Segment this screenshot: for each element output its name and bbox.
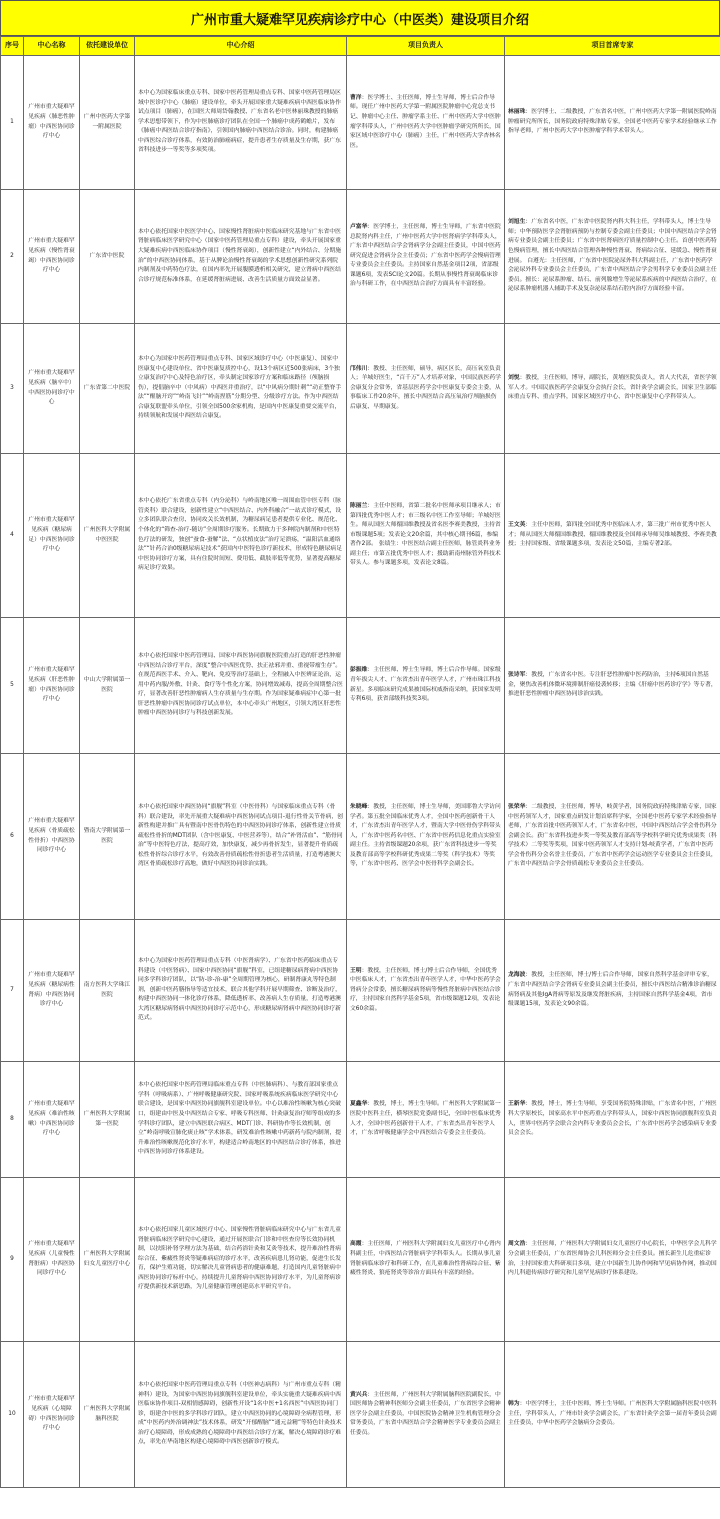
center-name: 广州市重大疑难罕见疾病（难治性咳嗽）中西医协同诊疗中心 — [24, 1062, 80, 1178]
project-lead-text: ：教授、主任医师，硕导，病区区长，高压氧室负责人；羊城好医生，“百千万”人才培养对象，中国民族医药学会康复分会常务，省基层医药学会中医康复专委会主委，从事临床工作20余年，擅长中西医结合高压氧治疗颅脑损伤后康复、早期康复。 — [350, 365, 501, 410]
project-lead-text: ：教授，主任医师，博士生导师，美国耶鲁大学访问学者。第五批全国临床优秀人才，全国中医药创新骨干人才，广东省杰出青年医学人才，暨南大学中医骨伤学科带头人，广东省中医药名中医、广东省中医药信息化重点实验室副主任。主持省级课题20余项，获广东省科技进步一等奖及教育部高等学校科研优秀成果二等奖（科学技术）等奖等，广东省中医药、医学会中医骨科学会副会长。 — [350, 803, 501, 868]
chief-expert-text: ：中医学博士，主任中医师，博士生导师。广州医科大学附属脑科医院中医科主任，学科带头人，广州市针灸学会副会长，广东省针灸学会第一届青年委员会副主任委员，中华中医药学会脑病分会委员。 — [508, 1401, 717, 1427]
project-lead-text: ：主任中医师，省第二批名中医师承项目继承人；市第四批优秀中医人才；市三级名中医工作室导师；羊城好医生。师从国医大师禤国维教授及省名医李赛美教授，主持省市级课题5项；发表论文20余篇，其中核心期刊6篇，参编著作2部。 张绩生：中医医结合副主任医师，脉管炎科业务副主任；市第五批优秀中医人才；援助新南州脉管外科技术带头人。参与课题多项，发表论文8篇。 — [350, 502, 501, 567]
chief-expert-name: 龙海波 — [508, 972, 526, 979]
table-row — [1, 618, 720, 754]
row-number: 1 — [1, 56, 24, 190]
host-unit: 广州医科大学附属第一医院 — [80, 1062, 135, 1178]
center-name: 广州市重大疑难罕见疾病（骨质疏松性骨折）中西医协同诊疗中心 — [24, 754, 80, 920]
header-expert: 项目首席专家 — [505, 37, 720, 56]
chief-expert — [505, 190, 720, 324]
project-lead-text: ：医学博士，主任医师，博士生导师，广东省中医院总院肾内科主任，广州中医药大学中医肾病学学科带头人，广东省中西医结合学会肾病学分会副主任委员，中国中医药研究促进会肾病分会主任委员；广东省中医药学会慢病管理专业委员会主任委员。主持国家自然基金项目2项，省部级课题6项，发表SCI论文20篇。长期从事慢性肾衰竭临床诊治与科研工作，在中西医结合治疗方面具有丰富经验。 — [350, 223, 501, 288]
project-lead-name: 曹洋 — [350, 94, 362, 101]
center-name: 广州市重大疑难罕见疾病（糖尿病足）中西医协同诊疗中心 — [24, 454, 80, 618]
chief-expert-name: 刘悦 — [508, 375, 520, 382]
chief-expert-text: ：教授，主任医师，博导，副院长，黄埔医院负责人，省人大代表，省医学领军人才。中国民族医药学会康复分会执行会长，省针灸学会副会长，国家卫生部临床重点专科、重点学科，国家区域医疗中心、省中医康复中心学科带头人。 — [508, 375, 717, 401]
center-intro: 本中心依托国家中西医协同“旗舰”科室（中医骨科）与国家临床重点专科（骨科）联合建设，率先开展重大疑难病中西医协同试点项目-退行性骨关节骨病，创新性构建并推广具有暨南中医骨伤特色的中西医协同诊疗体系，创新性建立骨质疏松性骨折的MDT团队（含中医康复、中医营养等），结合“补肾活血”、“筋骨同治”等中医特色疗法，提高疗效，加快康复，减少再骨折发生，显著提升骨质疏松性骨折综合诊疗水平，有效改善骨质疏松性骨折患者生活质量，打造粤港澳大湾区骨质疏松诊疗高地，做好中西医协同诊治实践。 — [135, 754, 347, 920]
project-lead-name: 高霞 — [350, 1241, 362, 1248]
chief-expert — [505, 56, 720, 190]
row-number: 5 — [1, 618, 24, 754]
chief-expert-name: 韩为 — [508, 1401, 520, 1408]
project-lead — [347, 56, 505, 190]
project-lead — [347, 920, 505, 1062]
project-lead — [347, 454, 505, 618]
center-intro: 本中心依托国家中医药管理局、国家中西医协同旗舰医院重点打造的肝恶性肿瘤中西医结合诊疗平台，深度“整合中西医优势、扶正祛邪并重、重视带瘤生存”。在规范西医手术、介入、靶向、免疫等治疗基础上，全程融入中医辨证论治，运用中药内服/外敷、针灸、食疗等个性化方案，协同增效减毒，提高全周期整合医疗，显著改善肝恶性肿瘤病人生存质量与生存期。作为国家疑难病症中心第一批肝恶性肿瘤中西医协同诊疗试点单位，本中心牵头广州地区，引领大湾区肝恶性肿瘤中西医协同诊疗与科技创新发展。 — [135, 618, 347, 754]
header-unit: 依托建设单位 — [80, 37, 135, 56]
center-name: 广州市重大疑难罕见疾病（慢性肾衰竭）中西医协同诊疗中心 — [24, 190, 80, 324]
host-unit: 中山大学附属第一医院 — [80, 618, 135, 754]
center-intro: 本中心为国家临床重点专科、国家中医药管理局重点专科、国家中医药管理局区域中医诊疗中心（肺癌）建设单位，牵头开展国家重大疑难疾病中西医临床协作试点项目（肺癌），在国医大师周岱翰教授、广东省名老中医林丽珠教授的肺癌学术思想带领下，作为中医肺癌诊疗团队在全国一个肺癌中成药鹤蟾片，发布《肺癌中西医结合诊疗指南》，引领国内肺癌中西医结合诊治。同时，构建肺癌中西医综合诊疗体系，有效防治肺癌病症，提升患者生存质量及生存期，获广东省科技进步一等奖等多项奖项。 — [135, 56, 347, 190]
center-intro: 本中心依托国家中医药管理局临床重点专科（中医肺病科）、与教育部国家重点学科（呼吸病系）、广州呼吸健康研究院、国家呼吸系统疾病临床医学研究中心联合建设，是国家中西医协同旗舰科室建设单位。中心以难治性咳嗽为核心突破口，组建由中医及中西医结合专家、呼吸专科医师、针灸康复治疗师等组成的多学科诊疗团队，建立中西医联合病区、MDT门诊、科研协作等长效机制，创立“岭南呼吸宣肺化痰止咳”学术体系，研发难治性咳嗽中药新药与院内制剂，提升难治性咳嗽规范化诊疗水平，构建适合岭南地区的中西医结合诊疗体系，推进中西医协同诊疗体系建设。 — [135, 1062, 347, 1178]
chief-expert — [505, 1178, 720, 1342]
chief-expert — [505, 454, 720, 618]
chief-expert-name: 刘旭生 — [508, 219, 526, 226]
row-number: 10 — [1, 1342, 24, 1488]
center-intro: 本中心为国家中医药管理局重点专科、国家区域诊疗中心（中医康复）、国家中医康复中心建设单位、省中医康复质控中心，设13个病区近500张病床，3个独立康复治疗中心及特色治疗区，牵头制定国家诊疗方案和临床路径（颅脑损伤），提倡脑卒中（中风病）中西医并重治疗，以“中风病分期针刺”“动正整脊手法”“醒脑开窍”“岭南飞针”“岭南捏筋”分期分型、分级诊疗方法。作为中西医结合康复联盟牵头单位，引领全国500余家机构，是国内中医康复重要交流平台，持续领航和发展中西医结合康复。 — [135, 324, 347, 454]
project-lead-name: 卢富华 — [350, 223, 368, 230]
chief-expert — [505, 1062, 720, 1178]
chief-expert-name: 林丽珠 — [508, 109, 526, 116]
host-unit: 南方医科大学珠江医院 — [80, 920, 135, 1062]
chief-expert-name: 王文英 — [508, 522, 526, 529]
header-center: 中心名称 — [24, 37, 80, 56]
row-number: 2 — [1, 190, 24, 324]
project-lead-text: ：教授，主任医师，博士/博士后合作导师，全国优秀中医临床人才，广东省杰出青年医学人才，中华中医药学会肾病分会常委，擅长糖尿病肾病等慢性肾脏病中西医结合诊疗，主持国家自然科学基金5项，省市级课题12项，发表论文60余篇。 — [350, 967, 501, 1012]
chief-expert-text: ：二级教授，主任医师，博导，岐黄学者，国务院政府特殊津贴专家，国家中医药领军人才，国家重点研发计划首席科学家，全国老中医药专家学术经验指导老师，广东省首批中医药领军人才，广东省名中医，中国中西医结合学会骨伤科分会副会长。获广东省科技进步奖一等奖及教育部高等学校科学研究优秀成果奖（科学技术）二等奖等奖项，国家中医药领军人才支持计划-岐黄学者，广东省中医药学会骨伤科分会名誉主任委员，广东省中医药学会运动医学专业委员会主任委员，广东省中西医结合学会骨质疏松专业委员会主任委员。 — [508, 803, 717, 868]
table-row — [1, 754, 720, 920]
chief-expert — [505, 1342, 720, 1488]
host-unit: 广东省中医院 — [80, 190, 135, 324]
chief-expert-name: 王新华 — [508, 1101, 526, 1108]
header-intro: 中心介绍 — [135, 37, 347, 56]
row-number: 3 — [1, 324, 24, 454]
header-lead: 项目负责人 — [347, 37, 505, 56]
project-lead-name: 夏鑫华 — [350, 1101, 368, 1108]
chief-expert-text: ：广东省名中医，广东省中医院肾内科大科主任，学科带头人，博士生导师；中华预防医学会肾脏病预防与控制专委会副主任委员；中国中西医结合学会肾病专业委员会副主任委员；广东省中医肾病医疗质量控制中心主任。首创中医药特色慢病管理，擅长中西医结合管理各种慢性肾衰、肾病综合征、延缓急、慢性肾衰进展。 白遵光：主任医师，广东省中医院泌尿外科大科副主任，广东省中医药学会泌尿外科专业委员会主任委员，广东省中西医结合学会男科学专业委员会副主任委员。擅长：泌尿系肿瘤、结石、前列腺增生等泌尿系疾病的中西医结合治疗，在泌尿系肿瘤机器人辅助手术及复杂泌尿系结石腔内治疗方面经验丰富。 — [508, 219, 717, 293]
chief-expert-name: 张荣华 — [508, 803, 526, 810]
project-table — [0, 36, 720, 1488]
project-lead — [347, 190, 505, 324]
center-name: 广州市重大疑难罕见疾病（儿童慢性肾脏病）中西医协同诊疗中心 — [24, 1178, 80, 1342]
chief-expert-text: ：医学博士、二级教授，广东省名中医，广州中医药大学第一附属医院岭南肿瘤研究所所长，国务院政府特殊津贴专家，全国老中医药专家学术经验继承工作指导老师，广州中医药大学中医肿瘤学科学术带头人。 — [508, 109, 717, 135]
chief-expert-text: ：主任中医师，第四批全国优秀中医临床人才，第三批广州市优秀中医人才；师从国医大师禤国维教授、禤国维教授及全国师承导师吴维城教授、李赛美教授；主持国家级、省级课题多项，发表论文50篇，主编专著2部。 — [508, 522, 717, 548]
chief-expert-name: 周文浩 — [508, 1241, 526, 1248]
header-row — [1, 37, 720, 56]
host-unit: 广州医科大学附属脑科医院 — [80, 1342, 135, 1488]
host-unit: 暨南大学附属第一医院 — [80, 754, 135, 920]
project-lead-name: 陈丽兰 — [350, 502, 368, 509]
host-unit: 广东省第二中医院 — [80, 324, 135, 454]
project-lead-text: ：教授，博士，博士生导师。广州医科大学附属第一医院中医科主任，横琴医院党委副书记，全国中医临床优秀人才，全国中医药创新骨干人才，广东省杰出青年医学人才，广东省呼吸健康学会中西医结合专委会主任委员。 — [350, 1101, 501, 1137]
host-unit: 广州医科大学附属妇女儿童医疗中心 — [80, 1178, 135, 1342]
chief-expert-text: ：主任医师，广州医科大学附属妇女儿童医疗中心院长，中华医学会儿科学分会副主任委员，广东省医师协会儿科医师分会主任委员。擅长新生儿危重症诊治，主持国家重大科研项目多项，建立中国新生儿协作网和罕见病协作网，推动国内儿科遗传病诊疗研究和儿童罕见病诊疗体系建设。 — [508, 1241, 717, 1277]
chief-expert-name: 张诗军 — [508, 672, 526, 679]
chief-expert-text: ：教授，广东省名中医。专注肝恶性肿瘤中医药防治，主持6项国自然基金，聚焦改善机体微环境抑制肝癌侵袭转移；主编《肝癌中医药诊疗学》等专著，推进肝恶性肿瘤中西医协同诊治实践。 — [508, 672, 717, 698]
chief-expert — [505, 324, 720, 454]
center-intro: 本中心依托广东省重点专科（内分泌科）与岭南地区唯一周围血管中医专科（脉管炎科）联合建设，创新性建立“中西医结合、内外科融合”一站式诊疗模式，设立多团队联合查房、协同攻关长效机制，为糖尿病足患者提供专业化、规范化、个体化的“筛查-治疗-随访”全周期诊疗服务。长期致力于多种院内制剂和中医特色疗法的研发，独创“蚕食-蚕解”法、“点状植皮法”治疗足溃疡，“温阳活血通络法”“针药合治0级糖尿病足技术”获国内中医特色诊疗新技术，形成特色糖尿病足中医协同诊疗方案，具有住院时间短、费用低、截肢率低等优势，显著提高糖尿病足诊疗效果。 — [135, 454, 347, 618]
table-row — [1, 454, 720, 618]
chief-expert — [505, 754, 720, 920]
project-lead-text: ：主任医师，广州医科大学附属妇女儿童医疗中心肾内科副主任，中西医结合肾脏病学学科带头人。长期从事儿童肾脏病临床诊疗和科研工作，在儿童难治性肾病综合征、紫癜性肾炎、狼疮肾炎等诊治方面具有丰富的经验。 — [350, 1241, 501, 1277]
table-row — [1, 1178, 720, 1342]
document-title: 广州市重大疑难罕见疾病诊疗中心（中医类）建设项目介绍 — [0, 0, 720, 36]
project-lead — [347, 618, 505, 754]
row-number: 9 — [1, 1178, 24, 1342]
project-lead — [347, 754, 505, 920]
row-number: 8 — [1, 1062, 24, 1178]
center-intro: 本中心依托国家儿童区域医疗中心、国家慢性肾脏病临床研究中心与广东省儿童肾脏病临床医学研究中心建设，通过开展医联合门诊和中医查房等长效协同机制，以扶阳补肾学理方法为基础，结合药浴针灸和艾灸等技术，提升难治性肾病综合征、紫癜性肾炎等疑难病症的诊疗水平，改善疾病患儿肾功能，促进生长发育，保护生殖功能，切实解决儿童肾病患者的健康难题，打造国内儿童肾脏病中西医协同诊疗标杆中心，持续提升儿童肾病中西医协同诊疗水平，为儿童肾病诊疗提供新技术新思路，为儿童健康管理创建高水平研究平台。 — [135, 1178, 347, 1342]
host-unit: 广州中医药大学第一附属医院 — [80, 56, 135, 190]
header-num: 序号 — [1, 37, 24, 56]
project-lead — [347, 1062, 505, 1178]
table-row — [1, 190, 720, 324]
host-unit: 广州医科大学附属中医医院 — [80, 454, 135, 618]
center-name: 广州市重大疑难罕见疾病（肺恶性肿瘤）中西医协同诊疗中心 — [24, 56, 80, 190]
table-row — [1, 324, 720, 454]
center-name: 广州市重大疑难罕见疾病（肝恶性肿瘤）中西医协同诊疗中心 — [24, 618, 80, 754]
project-lead-name: 朱晓峰 — [350, 803, 368, 810]
center-intro: 本中心依托国家中医医学中心、国家慢性肾脏病中医临床研究基地与广东省中医肾脏病临床医学研究中心（国家中医药管理局重点专科）建设，牵头开展国家重大疑难疾病中西医临床协作项目（慢性肾衰竭），创新性建立“内外结合、分期施治”的中西医协同体系，基于从脾论治慢性肾衰竭的学术思想创新性研究系列院内制剂及中药特色疗法，在国内率先开展腹膜透析相关研究，建立肾病中西医结合诊疗规范标准体系，在延缓肾脏病进展、改善生活质量方面效益显著。 — [135, 190, 347, 324]
row-number: 6 — [1, 754, 24, 920]
project-lead-name: 王明 — [350, 967, 362, 974]
table-row — [1, 920, 720, 1062]
chief-expert-text: ：教授，博士，博士生导师，享受国务院特殊津贴，广东省名中医，广州医科大学原校长，国家高水平中医药重点学科带头人，国家中西医协同旗舰科室负责人，世界中医药学会联合会内科专业委员会会长，广东省中医药学会感染病专业委员会会长。 — [508, 1101, 717, 1137]
table-row — [1, 1062, 720, 1178]
chief-expert — [505, 920, 720, 1062]
table-row — [1, 56, 720, 190]
project-lead-name: 邝伟川 — [350, 365, 368, 372]
project-lead-text: ：主任医师、博士生导师，博士后合作导师。国家级青年拔尖人才、广东省杰出青年医学人才，广州市珠江科技新星。多项临床研究成果被国际权威指南采纳，获国家发明专利6项，获省部级科技奖3项。 — [350, 667, 501, 703]
row-number: 7 — [1, 920, 24, 1062]
project-lead-text: ：医学博士、主任医师，博士生导师，博士后合作导师。现任广州中医药大学第一附属医院肿瘤中心党总支书记、肿瘤中心主任、肿瘤学系主任、广州中医药大学中医肿瘤学科带头人，广州中医药大学中医肿瘤学研究所所长，国家区域中医诊疗中心（肺癌）主任，广州中医药大学杏林名医。 — [350, 94, 501, 149]
table-row — [1, 1342, 720, 1488]
row-number: 4 — [1, 454, 24, 618]
project-lead — [347, 1178, 505, 1342]
center-intro: 本中心依托国家中医药管理局重点专科（中医神志病科）与广州市重点专科（精神科）建设，为国家中西医协同旗舰科室建设单位，牵头实施重大疑难疾病中西医临床协作项目-双相情感障碍，创新性开设“1名中医+1名西医”中西医协同门诊，组建含中医的多学科诊疗团队，建立中西医协同的心境障碍全病程管理，形成“中医药内外治调神法”技术体系，研发“开郁醒脑”“通元益精”等特色针灸技术治疗心境障碍，形成成熟的心境障碍中西医结合诊疗方案，解决心境障碍诊疗难点，率先在华南地区构建心境障碍中西医创新诊疗模式。 — [135, 1342, 347, 1488]
center-name: 广州市重大疑难罕见疾病（脑卒中）中西医协同诊疗中心 — [24, 324, 80, 454]
center-name: 广州市重大疑难罕见疾病（糖尿病性肾病）中西医协同诊疗中心 — [24, 920, 80, 1062]
center-intro: 本中心为国家中医药管理局重点专科（中医肾病学）、广东省中医药临床重点专科建设（中医肾病）、国家中西医协同“旗舰”科室，已组建糖尿病肾病中西医协同多学科诊疗团队，以“防-诊-治-康”全周期管理为核心，研制肾康丸等特色制剂，创新中医药膳指导等适宜技术，联合其他学科开展早期筛查、诊断及治疗，构建中西医协同一体化诊疗体系，降低透析率、改善病人生存质量，打造粤港澳大湾区糖尿病肾病中西医协同诊疗示范中心，形成糖尿病肾病中西医协同诊疗新范式。 — [135, 920, 347, 1062]
chief-expert — [505, 618, 720, 754]
project-lead — [347, 1342, 505, 1488]
chief-expert-text: ：教授，主任医师，博士/博士后合作导师，国家自然科学基金评审专家，广东省中西医结合学会肾病专业委员会副主任委员，擅长中西医结合精准诊治糖尿病肾病及其他IgA肾病等原发及继发肾脏疾病，主持国家自然科学基金4项，省市级课题15项，发表论文90余篇。 — [508, 972, 717, 1008]
project-lead — [347, 324, 505, 454]
project-lead-name: 黄兴兵 — [350, 1391, 368, 1398]
project-lead-name: 彭振维 — [350, 667, 368, 674]
center-name: 广州市重大疑难罕见疾病（心境障碍）中西医协同诊疗中心 — [24, 1342, 80, 1488]
project-lead-text: ：主任医师，广州医科大学附属脑科医院副院长，中国医师协会精神科医师分会副主任委员，广东省医学会精神医学分会副主任委员，中国医院协会精神卫生机构管理分会常务委员，广东省中西医结合学会精神医学专业委员会副主任委员。 — [350, 1391, 501, 1436]
